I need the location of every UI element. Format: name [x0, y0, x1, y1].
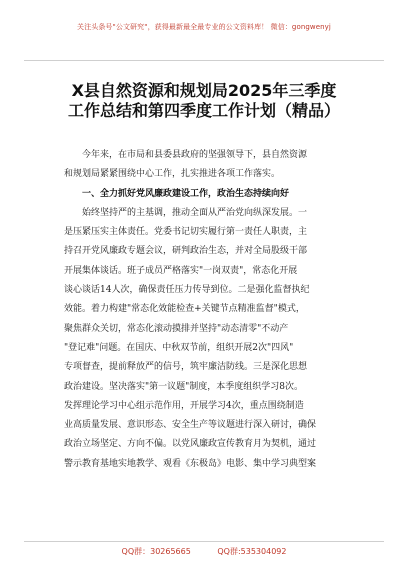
footer-qq-group-2: QQ群:535304092: [217, 547, 287, 556]
section-heading: 一、全力抓好党风廉政建设工作，政治生态持续向好: [82, 188, 290, 199]
page-footer: [0, 546, 408, 557]
body-line: 效能。着力构建"常态化效能检查+关键节点精准监督"模式，: [64, 304, 305, 315]
body-line: 业高质量发展、意识形态、安全生产等议题进行深入研讨，确保: [64, 420, 317, 431]
body-line: "登记难"问题。在国庆、中秋双节前，组织开展2次"四风": [64, 342, 294, 353]
footer-divider: [24, 541, 384, 542]
page-header: [0, 0, 408, 62]
body-line: 开展集体谈话。班子成员严格落实"一岗双责"，常态化开展: [64, 265, 298, 276]
title-line-1: X县自然资源和规划局2025年三季度: [71, 81, 337, 100]
document-title: [0, 81, 408, 121]
header-divider: [24, 60, 384, 61]
body-line: 政治建设。坚决落实"第一议题"制度，本季度组织学习8次。: [64, 381, 304, 392]
footer-qq-group-1: QQ群：30265665: [121, 547, 191, 556]
header-promo-text: 关注头条号"公文研究"，获得最新最全最专业的公文资料库！ 微信：gongwenyj: [77, 23, 331, 31]
title-line-2: 工作总结和第四季度工作计划（精品）: [67, 101, 340, 120]
body-line: 发挥理论学习中心组示范作用，开展学习4次，重点围绕制造: [64, 400, 304, 411]
body-line: 谈心谈话14人次，确保责任压力传导到位。二是强化监督执纪: [64, 285, 310, 296]
body-line: 专项督查，提前释放严的信号，筑牢廉洁防线。三是深化思想: [64, 362, 308, 373]
body-line: 持召开党风廉政专题会议，研判政治生态，并对全局股级干部: [64, 246, 308, 257]
body-line: 政治立场坚定、方向不偏。以党风廉政宣传教育月为契机，通过: [64, 439, 317, 450]
body-line: 是压紧压实主体责任。党委书记切实履行第一责任人职责，主: [64, 227, 308, 238]
body-line: 今年来，在市局和县委县政府的坚强领导下，县自然资源: [82, 150, 308, 160]
body-line: 始终坚持严的主基调，推动全面从严治党向纵深发展。一: [82, 207, 308, 218]
body-line: 聚焦群众关切，常态化滚动摸排并坚持"动态清零"不动产: [64, 323, 289, 334]
body-line: 和规划局紧紧围绕中心工作，扎实推进各项工作落实。: [64, 169, 281, 180]
document-body: [64, 146, 364, 474]
body-line: 警示教育基地实地教学、观看《东极岛》电影、集中学习典型案: [64, 458, 317, 469]
